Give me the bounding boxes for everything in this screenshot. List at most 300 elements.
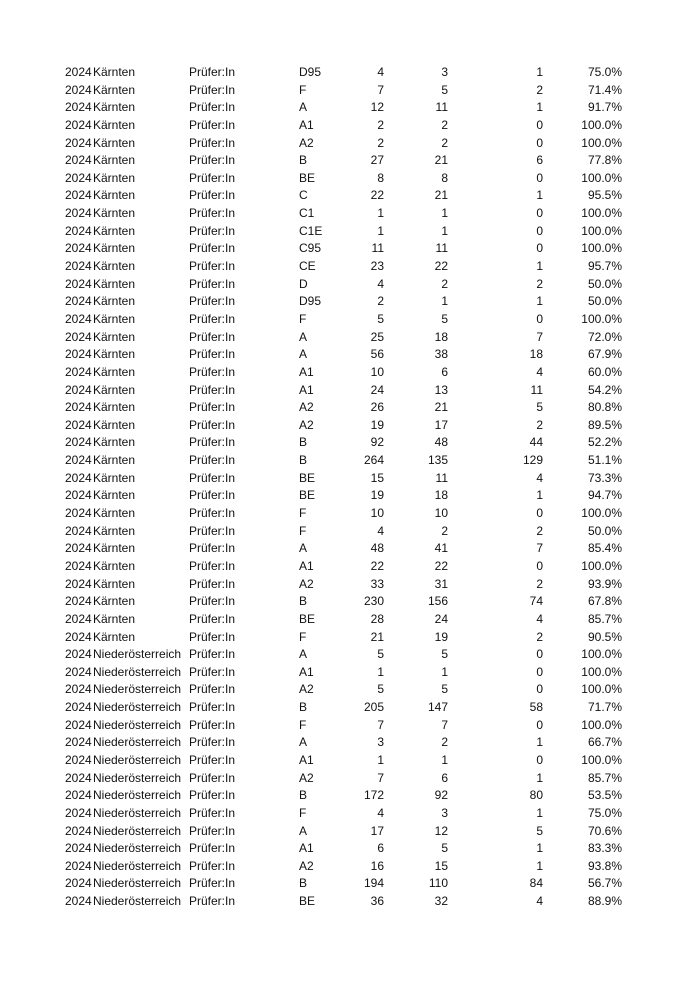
year-cell: 2024 <box>65 541 92 556</box>
total-count-cell: 10 <box>370 364 384 379</box>
year-cell: 2024 <box>65 470 92 485</box>
pass-rate-cell: 100.0% <box>581 558 622 573</box>
region-cell: Niederösterreich <box>93 752 182 767</box>
failed-count-cell: 4 <box>536 470 543 485</box>
failed-count-cell: 1 <box>536 100 543 115</box>
total-count-cell: 5 <box>377 647 384 662</box>
pass-rate-cell: 50.0% <box>587 523 622 538</box>
failed-count-cell: 4 <box>536 894 543 909</box>
pass-rate-cell: 95.7% <box>587 259 622 274</box>
failed-count-cell: 2 <box>536 523 543 538</box>
role-cell: Prüfer:In <box>189 752 236 767</box>
license-class-cell: B <box>299 876 308 891</box>
license-class-cell: A1 <box>299 117 314 132</box>
failed-count-cell: 0 <box>536 117 543 132</box>
passed-count-cell: 13 <box>434 382 448 397</box>
region-cell: Niederösterreich <box>93 805 182 820</box>
table-row <box>0 152 700 170</box>
region-cell: Kärnten <box>93 594 136 609</box>
year-cell: 2024 <box>65 82 92 97</box>
total-count-cell: 17 <box>370 823 384 838</box>
pass-rate-cell: 83.3% <box>587 841 622 856</box>
license-class-cell: A1 <box>299 752 314 767</box>
table-row <box>0 170 700 188</box>
license-class-cell: B <box>299 435 308 450</box>
total-count-cell: 19 <box>370 488 384 503</box>
total-count-cell: 4 <box>377 523 384 538</box>
passed-count-cell: 21 <box>434 188 448 203</box>
table-row <box>0 205 700 223</box>
role-cell: Prüfer:In <box>189 664 236 679</box>
pass-rate-cell: 80.8% <box>587 400 622 415</box>
license-class-cell: A2 <box>299 576 314 591</box>
failed-count-cell: 5 <box>536 823 543 838</box>
table-row <box>0 875 700 893</box>
passed-count-cell: 41 <box>434 541 448 556</box>
pass-rate-cell: 100.0% <box>581 717 622 732</box>
year-cell: 2024 <box>65 259 92 274</box>
failed-count-cell: 1 <box>536 735 543 750</box>
total-count-cell: 205 <box>363 700 384 715</box>
pass-rate-cell: 93.8% <box>587 858 622 873</box>
total-count-cell: 16 <box>370 858 384 873</box>
region-cell: Kärnten <box>93 417 136 432</box>
region-cell: Niederösterreich <box>93 647 182 662</box>
license-class-cell: F <box>299 506 307 521</box>
table-row <box>0 540 700 558</box>
pass-rate-cell: 89.5% <box>587 417 622 432</box>
passed-count-cell: 48 <box>434 435 448 450</box>
role-cell: Prüfer:In <box>189 417 236 432</box>
failed-count-cell: 0 <box>536 223 543 238</box>
passed-count-cell: 31 <box>434 576 448 591</box>
region-cell: Kärnten <box>93 153 136 168</box>
year-cell: 2024 <box>65 347 92 362</box>
license-class-cell: A1 <box>299 841 314 856</box>
pass-rate-cell: 100.0% <box>581 241 622 256</box>
table-row <box>0 434 700 452</box>
total-count-cell: 27 <box>370 153 384 168</box>
failed-count-cell: 0 <box>536 752 543 767</box>
pass-rate-cell: 73.3% <box>587 470 622 485</box>
year-cell: 2024 <box>65 435 92 450</box>
total-count-cell: 2 <box>377 135 384 150</box>
table-row <box>0 329 700 347</box>
pass-rate-cell: 100.0% <box>581 752 622 767</box>
region-cell: Kärnten <box>93 558 136 573</box>
passed-count-cell: 7 <box>441 717 448 732</box>
failed-count-cell: 6 <box>536 153 543 168</box>
passed-count-cell: 5 <box>441 647 448 662</box>
year-cell: 2024 <box>65 206 92 221</box>
failed-count-cell: 1 <box>536 188 543 203</box>
region-cell: Kärnten <box>93 188 136 203</box>
table-row <box>0 64 700 82</box>
failed-count-cell: 1 <box>536 805 543 820</box>
region-cell: Kärnten <box>93 523 136 538</box>
failed-count-cell: 0 <box>536 558 543 573</box>
license-class-cell: A2 <box>299 682 314 697</box>
table-row <box>0 840 700 858</box>
total-count-cell: 1 <box>377 752 384 767</box>
pass-rate-cell: 50.0% <box>587 276 622 291</box>
region-cell: Kärnten <box>93 453 136 468</box>
role-cell: Prüfer:In <box>189 382 236 397</box>
failed-count-cell: 84 <box>529 876 543 891</box>
pass-rate-cell: 85.7% <box>587 770 622 785</box>
region-cell: Kärnten <box>93 506 136 521</box>
license-class-cell: A <box>299 647 308 662</box>
license-class-cell: C1 <box>299 206 315 221</box>
year-cell: 2024 <box>65 682 92 697</box>
license-class-cell: D <box>299 276 308 291</box>
license-class-cell: F <box>299 311 307 326</box>
year-cell: 2024 <box>65 65 92 79</box>
table-row <box>0 646 700 664</box>
table-row <box>0 187 700 205</box>
table-row <box>0 558 700 576</box>
table-row <box>0 505 700 523</box>
pass-rate-cell: 72.0% <box>587 329 622 344</box>
total-count-cell: 12 <box>370 100 384 115</box>
role-cell: Prüfer:In <box>189 153 236 168</box>
region-cell: Kärnten <box>93 329 136 344</box>
pass-rate-cell: 56.7% <box>587 876 622 891</box>
region-cell: Niederösterreich <box>93 823 182 838</box>
passed-count-cell: 8 <box>441 170 448 185</box>
region-cell: Kärnten <box>93 276 136 291</box>
license-class-cell: A2 <box>299 400 314 415</box>
role-cell: Prüfer:In <box>189 682 236 697</box>
license-class-cell: C <box>299 188 308 203</box>
license-class-cell: A2 <box>299 417 314 432</box>
table-row <box>0 523 700 541</box>
license-class-cell: B <box>299 153 308 168</box>
total-count-cell: 264 <box>363 453 384 468</box>
pass-rate-cell: 94.7% <box>587 488 622 503</box>
role-cell: Prüfer:In <box>189 82 236 97</box>
passed-count-cell: 38 <box>434 347 448 362</box>
passed-count-cell: 11 <box>435 241 448 256</box>
license-class-cell: A <box>299 347 308 362</box>
table-row <box>0 470 700 488</box>
region-cell: Niederösterreich <box>93 717 182 732</box>
year-cell: 2024 <box>65 329 92 344</box>
table-row <box>0 593 700 611</box>
pass-rate-cell: 93.9% <box>587 576 622 591</box>
pass-rate-cell: 71.4% <box>587 82 622 97</box>
region-cell: Kärnten <box>93 100 136 115</box>
region-cell: Kärnten <box>93 311 136 326</box>
failed-count-cell: 2 <box>536 276 543 291</box>
year-cell: 2024 <box>65 400 92 415</box>
table-row <box>0 664 700 682</box>
passed-count-cell: 21 <box>434 400 448 415</box>
total-count-cell: 230 <box>363 594 384 609</box>
year-cell: 2024 <box>65 523 92 538</box>
total-count-cell: 23 <box>370 259 384 274</box>
pass-rate-cell: 100.0% <box>581 682 622 697</box>
year-cell: 2024 <box>65 841 92 856</box>
pass-rate-cell: 100.0% <box>581 647 622 662</box>
pass-rate-cell: 100.0% <box>581 506 622 521</box>
role-cell: Prüfer:In <box>189 470 236 485</box>
passed-count-cell: 22 <box>434 558 448 573</box>
passed-count-cell: 1 <box>441 294 448 309</box>
license-class-cell: B <box>299 788 308 803</box>
total-count-cell: 21 <box>370 629 384 644</box>
region-cell: Kärnten <box>93 241 136 256</box>
license-class-cell: A1 <box>299 364 314 379</box>
failed-count-cell: 0 <box>536 506 543 521</box>
license-class-cell: A1 <box>299 558 314 573</box>
region-cell: Kärnten <box>93 435 136 450</box>
failed-count-cell: 0 <box>536 206 543 221</box>
role-cell: Prüfer:In <box>189 647 236 662</box>
failed-count-cell: 74 <box>529 594 543 609</box>
table-row <box>0 276 700 294</box>
total-count-cell: 2 <box>377 294 384 309</box>
region-cell: Niederösterreich <box>93 682 182 697</box>
role-cell: Prüfer:In <box>189 117 236 132</box>
pass-rate-cell: 100.0% <box>581 206 622 221</box>
table-row <box>0 417 700 435</box>
year-cell: 2024 <box>65 735 92 750</box>
license-class-cell: C95 <box>299 241 322 256</box>
role-cell: Prüfer:In <box>189 541 236 556</box>
year-cell: 2024 <box>65 135 92 150</box>
table-row <box>0 487 700 505</box>
pass-rate-cell: 85.7% <box>587 611 622 626</box>
failed-count-cell: 1 <box>536 841 543 856</box>
passed-count-cell: 1 <box>441 223 448 238</box>
role-cell: Prüfer:In <box>189 294 236 309</box>
year-cell: 2024 <box>65 100 92 115</box>
total-count-cell: 6 <box>377 841 384 856</box>
role-cell: Prüfer:In <box>189 558 236 573</box>
license-class-cell: D95 <box>299 65 322 79</box>
failed-count-cell: 5 <box>536 400 543 415</box>
passed-count-cell: 147 <box>427 700 448 715</box>
table-row <box>0 787 700 805</box>
passed-count-cell: 11 <box>435 100 448 115</box>
failed-count-cell: 1 <box>536 259 543 274</box>
license-class-cell: A <box>299 100 308 115</box>
passed-count-cell: 2 <box>441 276 448 291</box>
passed-count-cell: 5 <box>441 682 448 697</box>
license-class-cell: F <box>299 717 307 732</box>
pass-rate-cell: 75.0% <box>587 805 622 820</box>
pass-rate-cell: 100.0% <box>581 223 622 238</box>
table-row <box>0 717 700 735</box>
year-cell: 2024 <box>65 629 92 644</box>
table-row <box>0 258 700 276</box>
passed-count-cell: 24 <box>434 611 448 626</box>
table-row <box>0 611 700 629</box>
pass-rate-cell: 51.1% <box>587 453 622 468</box>
pass-rate-cell: 100.0% <box>581 170 622 185</box>
failed-count-cell: 1 <box>536 294 543 309</box>
passed-count-cell: 5 <box>441 82 448 97</box>
total-count-cell: 26 <box>370 400 384 415</box>
total-count-cell: 1 <box>377 664 384 679</box>
license-class-cell: BE <box>299 488 316 503</box>
license-class-cell: BE <box>299 170 316 185</box>
passed-count-cell: 17 <box>434 417 448 432</box>
license-class-cell: A <box>299 329 308 344</box>
year-cell: 2024 <box>65 276 92 291</box>
year-cell: 2024 <box>65 453 92 468</box>
pass-rate-cell: 75.0% <box>587 65 622 79</box>
passed-count-cell: 6 <box>441 364 448 379</box>
failed-count-cell: 1 <box>536 488 543 503</box>
table-row <box>0 382 700 400</box>
total-count-cell: 36 <box>370 894 384 909</box>
license-class-cell: B <box>299 700 308 715</box>
role-cell: Prüfer:In <box>189 858 236 873</box>
role-cell: Prüfer:In <box>189 347 236 362</box>
license-class-cell: F <box>299 629 307 644</box>
role-cell: Prüfer:In <box>189 259 236 274</box>
pass-rate-cell: 85.4% <box>587 541 622 556</box>
region-cell: Kärnten <box>93 223 136 238</box>
role-cell: Prüfer:In <box>189 453 236 468</box>
pass-rate-cell: 67.9% <box>587 347 622 362</box>
pass-rate-cell: 100.0% <box>581 117 622 132</box>
license-class-cell: A <box>299 735 308 750</box>
table-row <box>0 452 700 470</box>
year-cell: 2024 <box>65 294 92 309</box>
table-row <box>0 311 700 329</box>
license-class-cell: C1E <box>299 223 323 238</box>
failed-count-cell: 0 <box>536 170 543 185</box>
failed-count-cell: 129 <box>522 453 543 468</box>
table-row <box>0 346 700 364</box>
table-row <box>0 293 700 311</box>
year-cell: 2024 <box>65 823 92 838</box>
total-count-cell: 48 <box>370 541 384 556</box>
license-class-cell: CE <box>299 259 316 274</box>
total-count-cell: 19 <box>370 417 384 432</box>
role-cell: Prüfer:In <box>189 135 236 150</box>
role-cell: Prüfer:In <box>189 435 236 450</box>
failed-count-cell: 2 <box>536 417 543 432</box>
license-class-cell: A <box>299 541 308 556</box>
role-cell: Prüfer:In <box>189 241 236 256</box>
year-cell: 2024 <box>65 576 92 591</box>
region-cell: Kärnten <box>93 541 136 556</box>
year-cell: 2024 <box>65 664 92 679</box>
year-cell: 2024 <box>65 117 92 132</box>
pass-rate-cell: 90.5% <box>587 629 622 644</box>
role-cell: Prüfer:In <box>189 841 236 856</box>
year-cell: 2024 <box>65 488 92 503</box>
total-count-cell: 5 <box>377 682 384 697</box>
role-cell: Prüfer:In <box>189 629 236 644</box>
total-count-cell: 28 <box>370 611 384 626</box>
role-cell: Prüfer:In <box>189 100 236 115</box>
passed-count-cell: 10 <box>434 506 448 521</box>
data-table <box>0 64 700 911</box>
total-count-cell: 7 <box>377 82 384 97</box>
role-cell: Prüfer:In <box>189 276 236 291</box>
passed-count-cell: 156 <box>427 594 448 609</box>
year-cell: 2024 <box>65 223 92 238</box>
failed-count-cell: 4 <box>536 364 543 379</box>
total-count-cell: 25 <box>370 329 384 344</box>
year-cell: 2024 <box>65 364 92 379</box>
total-count-cell: 172 <box>363 788 384 803</box>
region-cell: Kärnten <box>93 470 136 485</box>
license-class-cell: BE <box>299 470 316 485</box>
region-cell: Kärnten <box>93 347 136 362</box>
region-cell: Niederösterreich <box>93 858 182 873</box>
table-row <box>0 399 700 417</box>
region-cell: Kärnten <box>93 170 136 185</box>
passed-count-cell: 6 <box>441 770 448 785</box>
region-cell: Kärnten <box>93 382 136 397</box>
total-count-cell: 2 <box>377 117 384 132</box>
role-cell: Prüfer:In <box>189 805 236 820</box>
license-class-cell: A <box>299 823 308 838</box>
license-class-cell: A1 <box>299 382 314 397</box>
year-cell: 2024 <box>65 594 92 609</box>
region-cell: Niederösterreich <box>93 788 182 803</box>
table-row <box>0 734 700 752</box>
role-cell: Prüfer:In <box>189 523 236 538</box>
role-cell: Prüfer:In <box>189 311 236 326</box>
table-row <box>0 858 700 876</box>
role-cell: Prüfer:In <box>189 823 236 838</box>
pass-rate-cell: 95.5% <box>587 188 622 203</box>
role-cell: Prüfer:In <box>189 876 236 891</box>
passed-count-cell: 135 <box>427 453 448 468</box>
passed-count-cell: 3 <box>441 805 448 820</box>
region-cell: Niederösterreich <box>93 876 182 891</box>
total-count-cell: 194 <box>363 876 384 891</box>
table-row <box>0 223 700 241</box>
failed-count-cell: 2 <box>536 576 543 591</box>
region-cell: Kärnten <box>93 259 136 274</box>
table-row <box>0 135 700 153</box>
role-cell: Prüfer:In <box>189 188 236 203</box>
role-cell: Prüfer:In <box>189 735 236 750</box>
table-row <box>0 82 700 100</box>
passed-count-cell: 1 <box>441 752 448 767</box>
role-cell: Prüfer:In <box>189 329 236 344</box>
total-count-cell: 1 <box>377 223 384 238</box>
failed-count-cell: 1 <box>536 770 543 785</box>
region-cell: Kärnten <box>93 629 136 644</box>
year-cell: 2024 <box>65 770 92 785</box>
total-count-cell: 7 <box>377 770 384 785</box>
table-row <box>0 681 700 699</box>
region-cell: Kärnten <box>93 117 136 132</box>
total-count-cell: 5 <box>377 311 384 326</box>
year-cell: 2024 <box>65 417 92 432</box>
region-cell: Niederösterreich <box>93 700 182 715</box>
passed-count-cell: 1 <box>441 206 448 221</box>
pass-rate-cell: 53.5% <box>587 788 622 803</box>
passed-count-cell: 2 <box>441 523 448 538</box>
failed-count-cell: 18 <box>529 347 543 362</box>
region-cell: Niederösterreich <box>93 894 182 909</box>
year-cell: 2024 <box>65 311 92 326</box>
role-cell: Prüfer:In <box>189 788 236 803</box>
total-count-cell: 22 <box>370 188 384 203</box>
region-cell: Kärnten <box>93 488 136 503</box>
pass-rate-cell: 50.0% <box>587 294 622 309</box>
